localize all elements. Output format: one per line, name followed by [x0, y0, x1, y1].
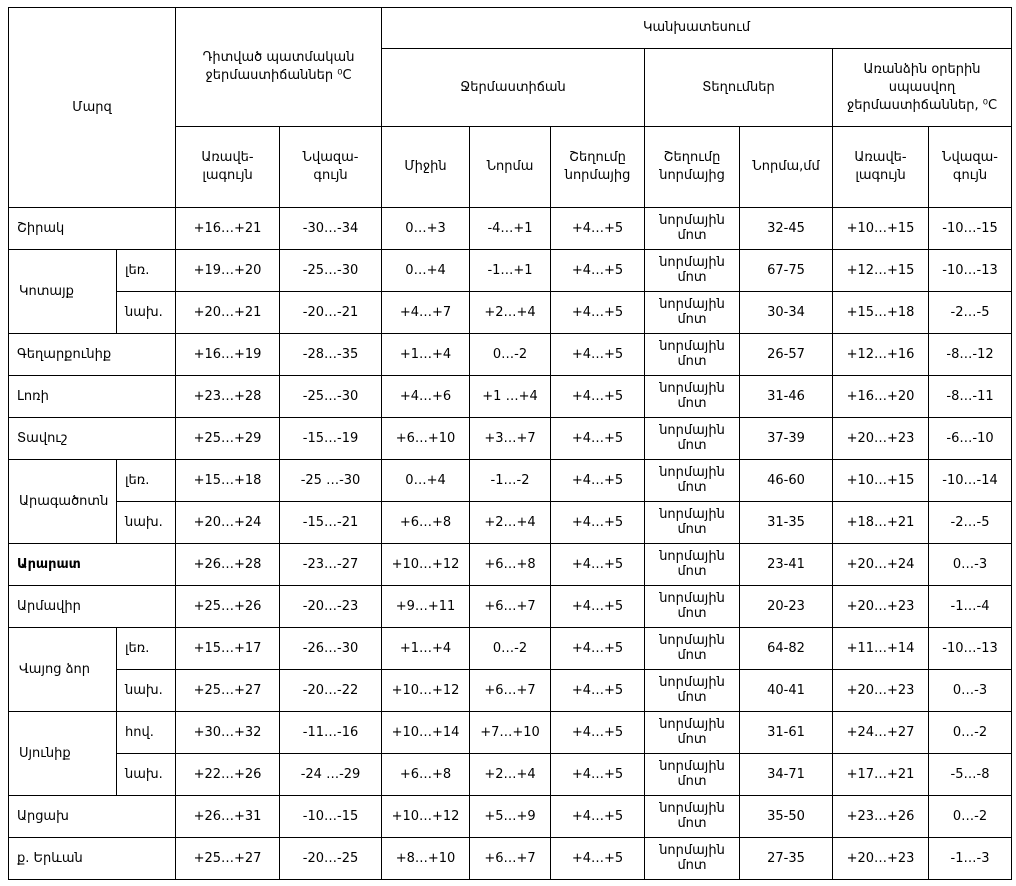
table-row [9, 586, 1012, 628]
table-row [9, 754, 1012, 796]
cell-prec-dev: նորմային մոտ [645, 250, 740, 292]
header-temp-avg: Միջին [382, 127, 470, 208]
cell-norm: +2…+4 [470, 754, 551, 796]
cell-obs-max: +25…+26 [176, 586, 280, 628]
cell-avg: +9…+11 [382, 586, 470, 628]
cell-prec-dev: նորմային մոտ [645, 460, 740, 502]
cell-sp-min: 0…-2 [929, 712, 1012, 754]
cell-prec-norm: 64-82 [740, 628, 833, 670]
cell-obs-min: -25…-30 [280, 250, 382, 292]
cell-norm: -1…+1 [470, 250, 551, 292]
cell-prec-dev: նորմային մոտ [645, 502, 740, 544]
cell-sp-max: +20…+23 [833, 838, 929, 880]
cell-obs-min: -20…-23 [280, 586, 382, 628]
cell-sp-min: -5…-8 [929, 754, 1012, 796]
cell-norm: -1…-2 [470, 460, 551, 502]
cell-dev: +4…+5 [551, 586, 645, 628]
cell-sp-max: +20…+23 [833, 670, 929, 712]
cell-obs-max: +16…+21 [176, 208, 280, 250]
cell-norm: +6…+7 [470, 838, 551, 880]
cell-norm: +2…+4 [470, 502, 551, 544]
cell-norm: +7…+10 [470, 712, 551, 754]
cell-sp-min: 0…-3 [929, 670, 1012, 712]
cell-sp-max: +12…+15 [833, 250, 929, 292]
cell-obs-min: -30…-34 [280, 208, 382, 250]
cell-avg: +6…+8 [382, 754, 470, 796]
cell-sp-max: +11…+14 [833, 628, 929, 670]
cell-obs-min: -28…-35 [280, 334, 382, 376]
header-temp-norm: Նորմա [470, 127, 551, 208]
cell-obs-max: +26…+31 [176, 796, 280, 838]
table-row [9, 796, 1012, 838]
cell-prec-dev: նորմային մոտ [645, 754, 740, 796]
cell-dev: +4…+5 [551, 418, 645, 460]
region-name: Արցախ [9, 796, 176, 838]
cell-obs-max: +20…+24 [176, 502, 280, 544]
cell-dev: +4…+5 [551, 250, 645, 292]
cell-dev: +4…+5 [551, 628, 645, 670]
cell-prec-dev: նորմային մոտ [645, 292, 740, 334]
cell-avg: 0…+4 [382, 250, 470, 292]
table-row [9, 544, 1012, 586]
cell-prec-dev: նորմային մոտ [645, 586, 740, 628]
header-sp-min: Նվազա-գույն [929, 127, 1012, 208]
region-name: Լոռի [9, 376, 176, 418]
cell-avg: +10…+14 [382, 712, 470, 754]
region-name: Արարատ [9, 544, 176, 586]
cell-sp-min: -8…-12 [929, 334, 1012, 376]
cell-obs-max: +30…+32 [176, 712, 280, 754]
cell-dev: +4…+5 [551, 796, 645, 838]
cell-prec-norm: 31-35 [740, 502, 833, 544]
cell-obs-min: -23…-27 [280, 544, 382, 586]
cell-dev: +4…+5 [551, 460, 645, 502]
cell-norm: +2…+4 [470, 292, 551, 334]
subregion-label: հով. [117, 712, 176, 754]
cell-prec-norm: 67-75 [740, 250, 833, 292]
table-row [9, 334, 1012, 376]
cell-obs-max: +19…+20 [176, 250, 280, 292]
region-name: ք. Երևան [9, 838, 176, 880]
subregion-label: լեռ. [117, 460, 176, 502]
cell-sp-max: +18…+21 [833, 502, 929, 544]
cell-avg: +4…+7 [382, 292, 470, 334]
cell-dev: +4…+5 [551, 292, 645, 334]
region-name: Տավուշ [9, 418, 176, 460]
cell-prec-norm: 35-50 [740, 796, 833, 838]
cell-avg: 0…+3 [382, 208, 470, 250]
cell-prec-norm: 34-71 [740, 754, 833, 796]
cell-sp-max: +20…+23 [833, 586, 929, 628]
cell-prec-norm: 20-23 [740, 586, 833, 628]
cell-dev: +4…+5 [551, 544, 645, 586]
cell-norm: 0…-2 [470, 334, 551, 376]
cell-avg: +6…+10 [382, 418, 470, 460]
cell-sp-min: 0…-2 [929, 796, 1012, 838]
cell-avg: +10…+12 [382, 796, 470, 838]
header-prec-norm: Նորմա,մմ [740, 127, 833, 208]
cell-obs-min: -26…-30 [280, 628, 382, 670]
cell-prec-norm: 32-45 [740, 208, 833, 250]
cell-dev: +4…+5 [551, 502, 645, 544]
header-forecast: Կանխատեսում [382, 8, 1012, 49]
cell-obs-max: +25…+27 [176, 670, 280, 712]
cell-sp-max: +20…+23 [833, 418, 929, 460]
cell-prec-norm: 46-60 [740, 460, 833, 502]
header-temperature: Ջերմաստիճան [382, 49, 645, 127]
table-row [9, 208, 1012, 250]
cell-obs-max: +23…+28 [176, 376, 280, 418]
cell-sp-max: +10…+15 [833, 460, 929, 502]
cell-dev: +4…+5 [551, 670, 645, 712]
cell-sp-max: +15…+18 [833, 292, 929, 334]
cell-avg: +10…+12 [382, 670, 470, 712]
cell-avg: +6…+8 [382, 502, 470, 544]
cell-prec-norm: 26-57 [740, 334, 833, 376]
cell-avg: +10…+12 [382, 544, 470, 586]
cell-sp-min: 0…-3 [929, 544, 1012, 586]
table-row [9, 502, 1012, 544]
forecast-table [8, 7, 1012, 880]
header-observed: Դիտված պատմական ջերմաստիճաններ ⁰C [176, 8, 382, 127]
table-row [9, 418, 1012, 460]
cell-norm: +6…+7 [470, 586, 551, 628]
subregion-label: լեռ. [117, 250, 176, 292]
cell-dev: +4…+5 [551, 754, 645, 796]
cell-prec-norm: 23-41 [740, 544, 833, 586]
cell-sp-max: +20…+24 [833, 544, 929, 586]
region-name: Վայոց ձոր [9, 628, 117, 712]
cell-prec-dev: նորմային մոտ [645, 670, 740, 712]
cell-dev: +4…+5 [551, 712, 645, 754]
cell-obs-max: +25…+29 [176, 418, 280, 460]
region-name: Գեղարքունիք [9, 334, 176, 376]
cell-norm: +6…+8 [470, 544, 551, 586]
header-special-days: Առանձին օրերին սպասվող ջերմաստիճաններ, ⁰C [833, 49, 1012, 127]
cell-norm: +3…+7 [470, 418, 551, 460]
cell-obs-max: +15…+18 [176, 460, 280, 502]
header-precipitation: Տեղումներ [645, 49, 833, 127]
cell-dev: +4…+5 [551, 334, 645, 376]
cell-sp-min: -2…-5 [929, 292, 1012, 334]
table-row [9, 292, 1012, 334]
cell-sp-max: +12…+16 [833, 334, 929, 376]
cell-sp-max: +23…+26 [833, 796, 929, 838]
subregion-label: նախ. [117, 292, 176, 334]
cell-sp-min: -10…-13 [929, 250, 1012, 292]
cell-prec-dev: նորմային մոտ [645, 544, 740, 586]
table-row [9, 250, 1012, 292]
cell-obs-min: -20…-25 [280, 838, 382, 880]
table-row [9, 376, 1012, 418]
header-temp-dev: Շեղումը նորմայից [551, 127, 645, 208]
cell-sp-min: -10…-15 [929, 208, 1012, 250]
cell-prec-norm: 27-35 [740, 838, 833, 880]
cell-obs-max: +26…+28 [176, 544, 280, 586]
cell-norm: 0…-2 [470, 628, 551, 670]
cell-obs-min: -20…-21 [280, 292, 382, 334]
cell-prec-dev: նորմային մոտ [645, 376, 740, 418]
cell-obs-min: -25…-30 [280, 376, 382, 418]
region-name: Կոտայք [9, 250, 117, 334]
cell-obs-min: -20…-22 [280, 670, 382, 712]
cell-sp-min: -6…-10 [929, 418, 1012, 460]
cell-norm: +1 …+4 [470, 376, 551, 418]
header-region: Մարզ [9, 8, 176, 208]
cell-avg: +1…+4 [382, 628, 470, 670]
table-row [9, 628, 1012, 670]
table-row [9, 712, 1012, 754]
cell-sp-min: -10…-14 [929, 460, 1012, 502]
cell-sp-min: -1…-4 [929, 586, 1012, 628]
cell-avg: +4…+6 [382, 376, 470, 418]
table-row [9, 460, 1012, 502]
cell-prec-dev: նորմային մոտ [645, 334, 740, 376]
cell-sp-min: -10…-13 [929, 628, 1012, 670]
header-obs-max: Առավե-լագույն [176, 127, 280, 208]
cell-avg: 0…+4 [382, 460, 470, 502]
cell-sp-max: +17…+21 [833, 754, 929, 796]
cell-sp-min: -2…-5 [929, 502, 1012, 544]
cell-obs-min: -15…-19 [280, 418, 382, 460]
subregion-label: նախ. [117, 670, 176, 712]
cell-obs-min: -24 …-29 [280, 754, 382, 796]
cell-sp-max: +16…+20 [833, 376, 929, 418]
subregion-label: լեռ. [117, 628, 176, 670]
cell-obs-max: +15…+17 [176, 628, 280, 670]
cell-obs-min: -11…-16 [280, 712, 382, 754]
cell-prec-norm: 31-46 [740, 376, 833, 418]
cell-obs-min: -15…-21 [280, 502, 382, 544]
cell-obs-max: +25…+27 [176, 838, 280, 880]
cell-avg: +8…+10 [382, 838, 470, 880]
cell-obs-min: -25 …-30 [280, 460, 382, 502]
cell-prec-norm: 31-61 [740, 712, 833, 754]
cell-sp-min: -8…-11 [929, 376, 1012, 418]
cell-obs-max: +16…+19 [176, 334, 280, 376]
region-name: Արագածոտն [9, 460, 117, 544]
cell-norm: +5…+9 [470, 796, 551, 838]
cell-obs-max: +20…+21 [176, 292, 280, 334]
cell-obs-min: -10…-15 [280, 796, 382, 838]
region-name: Շիրակ [9, 208, 176, 250]
cell-prec-norm: 40-41 [740, 670, 833, 712]
cell-prec-dev: նորմային մոտ [645, 628, 740, 670]
cell-obs-max: +22…+26 [176, 754, 280, 796]
header-obs-min: Նվազա-գույն [280, 127, 382, 208]
cell-dev: +4…+5 [551, 376, 645, 418]
header-sp-max: Առավե-լագույն [833, 127, 929, 208]
cell-norm: +6…+7 [470, 670, 551, 712]
cell-prec-dev: նորմային մոտ [645, 418, 740, 460]
cell-sp-max: +24…+27 [833, 712, 929, 754]
cell-prec-dev: նորմային մոտ [645, 208, 740, 250]
cell-prec-norm: 30-34 [740, 292, 833, 334]
cell-prec-dev: նորմային մոտ [645, 712, 740, 754]
cell-avg: +1…+4 [382, 334, 470, 376]
cell-dev: +4…+5 [551, 208, 645, 250]
cell-prec-norm: 37-39 [740, 418, 833, 460]
table-row [9, 670, 1012, 712]
subregion-label: նախ. [117, 754, 176, 796]
table-row [9, 838, 1012, 880]
region-name: Արմավիր [9, 586, 176, 628]
cell-prec-dev: նորմային մոտ [645, 796, 740, 838]
subregion-label: նախ. [117, 502, 176, 544]
cell-sp-min: -1…-3 [929, 838, 1012, 880]
cell-norm: -4…+1 [470, 208, 551, 250]
region-name: Սյունիք [9, 712, 117, 796]
cell-dev: +4…+5 [551, 838, 645, 880]
cell-sp-max: +10…+15 [833, 208, 929, 250]
cell-prec-dev: նորմային մոտ [645, 838, 740, 880]
header-prec-dev: Շեղումը նորմայից [645, 127, 740, 208]
